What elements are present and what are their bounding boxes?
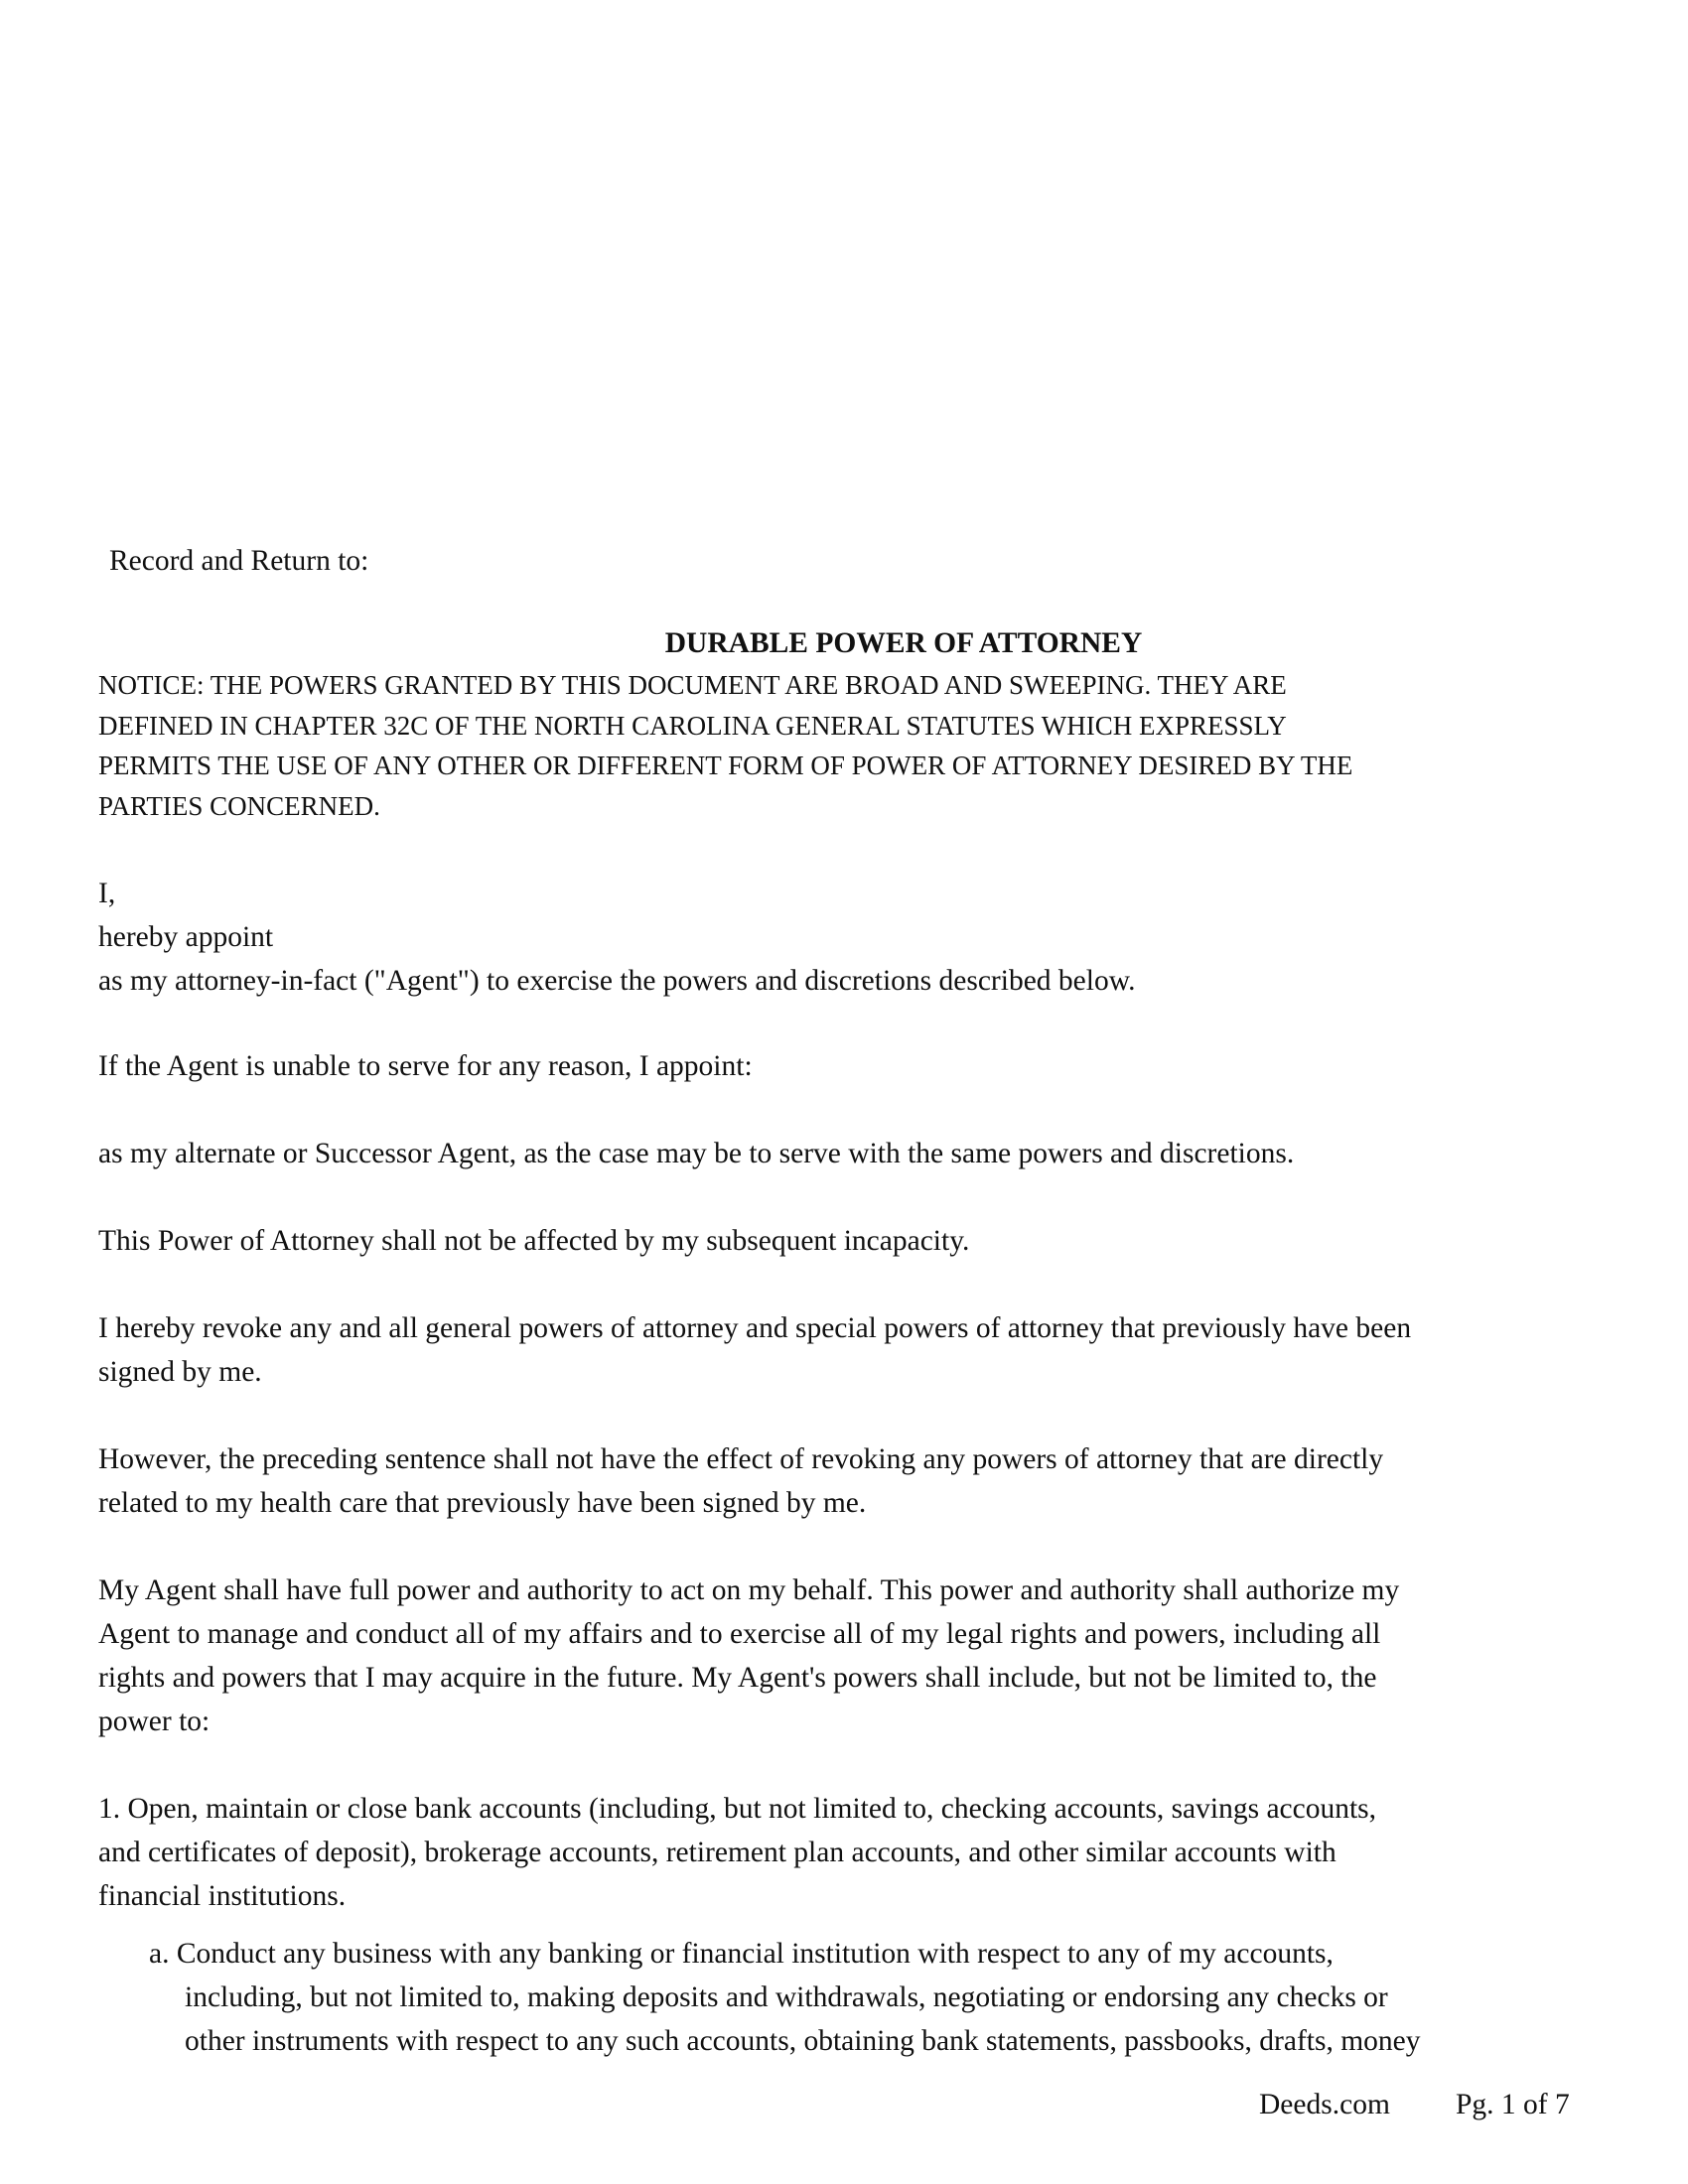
paragraph-line: power to:: [98, 1706, 211, 1737]
appointment-principal-line: I,: [98, 878, 116, 909]
paragraph-incapacity-text: This Power of Attorney shall not be affected by my subsequent incapacity.: [98, 1225, 970, 1257]
notice-line: PERMITS THE USE OF ANY OTHER OR DIFFERENT FORM OF POWER OF ATTORNEY DESIRED BY THE: [98, 751, 1353, 780]
footer-page-number: Pg. 1 of 7: [1456, 2089, 1570, 2120]
list-item-1a: [149, 1932, 1609, 2063]
paragraph-line: related to my health care that previously have been signed by me.: [98, 1487, 867, 1519]
paragraph-alternate-text: as my alternate or Successor Agent, as the case may be to serve with the same powers and discretions.: [98, 1138, 1295, 1169]
paragraph-line: Agent to manage and conduct all of my affairs and to exercise all of my legal rights and powers, including all: [98, 1618, 1381, 1650]
list-item-line: 1. Open, maintain or close bank accounts (including, but not limited to, checking accounts, savings accounts,: [98, 1793, 1377, 1825]
notice-block: [98, 665, 1588, 826]
appointment-appoint-line: hereby appoint: [98, 921, 274, 953]
paragraph-unable-text: If the Agent is unable to serve for any reason, I appoint:: [98, 1050, 753, 1082]
notice-line: DEFINED IN CHAPTER 32C OF THE NORTH CAROLINA GENERAL STATUTES WHICH EXPRESSLY: [98, 710, 1287, 741]
list-item-line: including, but not limited to, making deposits and withdrawals, negotiating or endorsing any checks or: [185, 1981, 1388, 2013]
paragraph-unable: [98, 1044, 1608, 1088]
document-title: DURABLE POWER OF ATTORNEY: [664, 627, 1143, 659]
notice-line: NOTICE: THE POWERS GRANTED BY THIS DOCUMENT ARE BROAD AND SWEEPING. THEY ARE: [98, 670, 1287, 700]
appointment-block: [98, 872, 1608, 1003]
paragraph-authority: [98, 1569, 1608, 1743]
list-item-line: other instruments with respect to any such accounts, obtaining bank statements, passbooks, drafts, money: [185, 2025, 1421, 2057]
notice-line: PARTIES CONCERNED.: [98, 790, 380, 821]
list-item-line: a. Conduct any business with any banking or financial institution with respect to any of my accounts,: [149, 1938, 1334, 1970]
footer-site-name: Deeds.com: [1259, 2089, 1390, 2120]
paragraph-however: [98, 1437, 1608, 1525]
list-item-1: [98, 1787, 1608, 1918]
paragraph-line: My Agent shall have full power and authority to act on my behalf. This power and authority shall authorize my: [98, 1574, 1400, 1606]
paragraph-line: However, the preceding sentence shall not have the effect of revoking any powers of attorney that are directly: [98, 1443, 1384, 1475]
paragraph-line: signed by me.: [98, 1356, 262, 1388]
paragraph-revoke: [98, 1306, 1608, 1394]
list-item-line: and certificates of deposit), brokerage accounts, retirement plan accounts, and other similar accounts with: [98, 1837, 1336, 1868]
record-return-label: Record and Return to:: [109, 545, 369, 577]
paragraph-line: I hereby revoke any and all general powers of attorney and special powers of attorney that previously have been: [98, 1312, 1412, 1344]
paragraph-line: rights and powers that I may acquire in the future. My Agent's powers shall include, but not be limited to, the: [98, 1662, 1377, 1694]
list-item-line: financial institutions.: [98, 1880, 347, 1912]
paragraph-alternate: [98, 1132, 1608, 1175]
paragraph-incapacity: [98, 1219, 1608, 1263]
appointment-agent-line: as my attorney-in-fact ("Agent") to exercise the powers and discretions described below.: [98, 965, 1136, 997]
